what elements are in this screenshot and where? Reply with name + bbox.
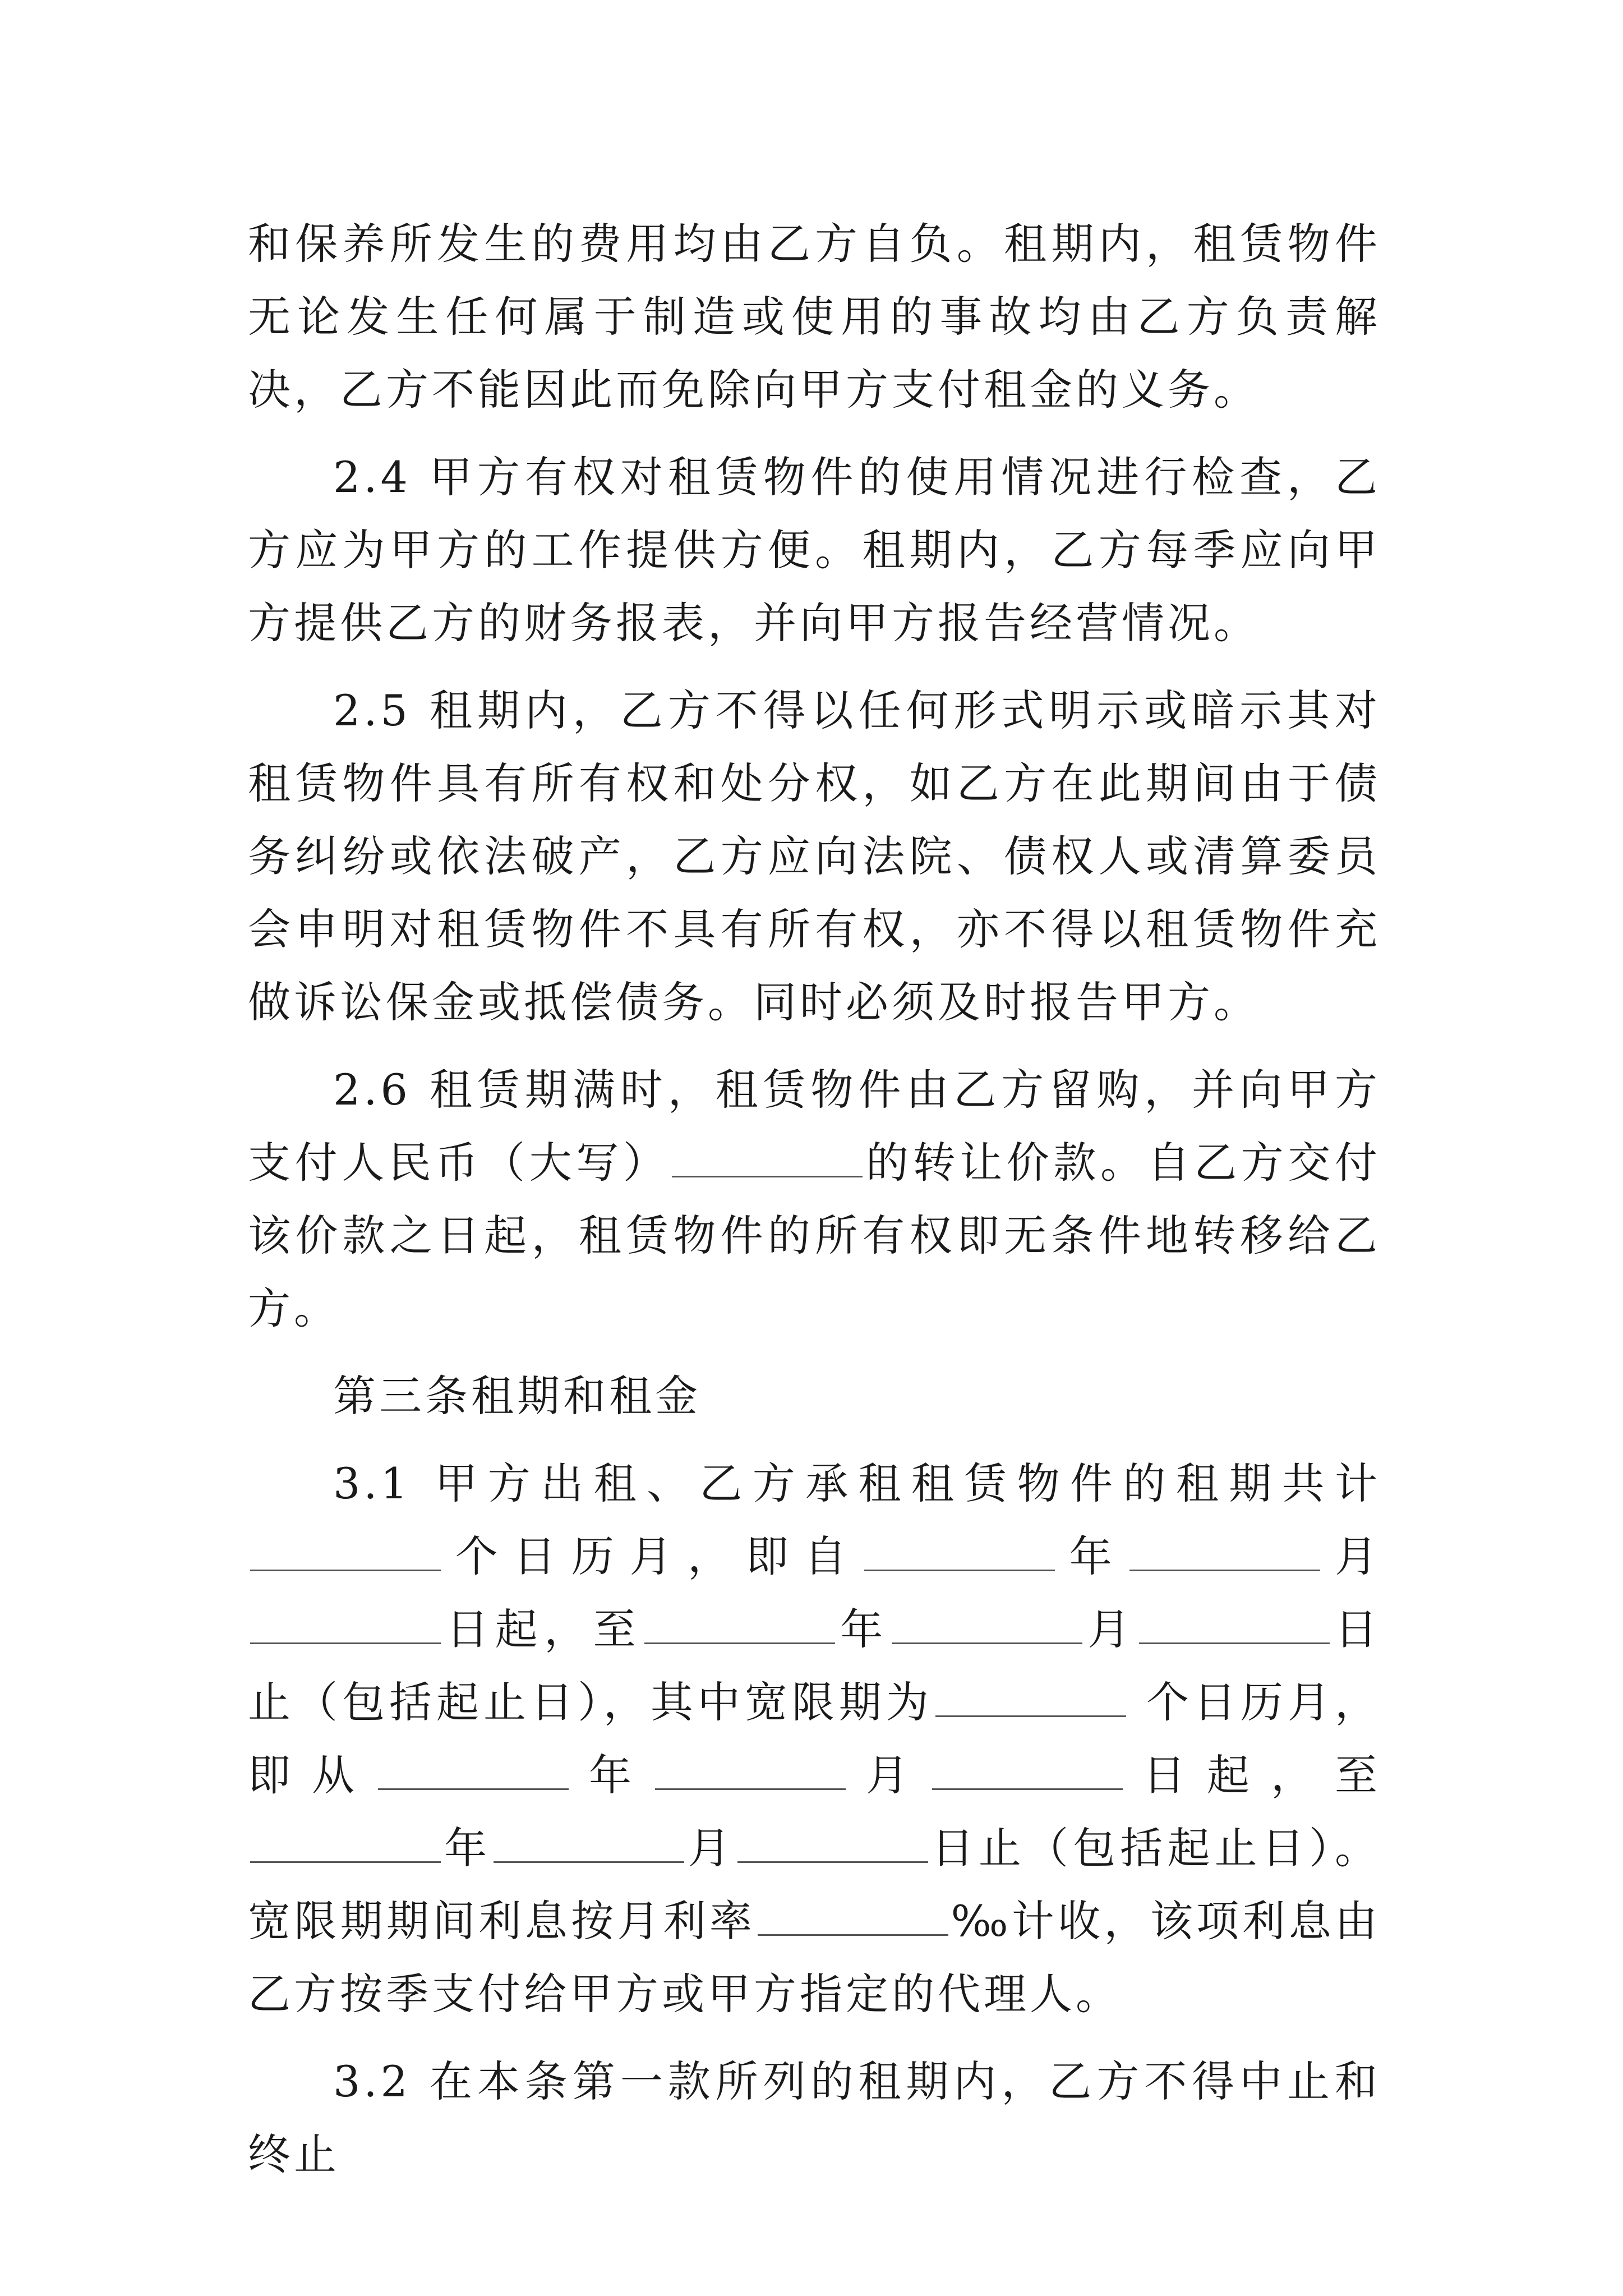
- fill-in-blank[interactable]: [250, 1530, 441, 1571]
- paragraph-text: 年: [443, 1823, 492, 1873]
- fill-in-blank[interactable]: [494, 1822, 684, 1863]
- fill-in-blank[interactable]: [378, 1749, 569, 1790]
- paragraph-text: 2.6 租赁期满时，租赁物件由乙方留购，并向甲方支付人民币（大写）: [248, 1065, 1381, 1188]
- fill-in-blank[interactable]: [250, 1822, 441, 1863]
- article-3-heading: 第三条租期和租金: [333, 1371, 701, 1421]
- paragraph-text: 的转让价款。自乙方交付该价款之日起，租赁物件的所有权即无条件地转移给乙方。: [248, 1138, 1381, 1333]
- fill-in-blank[interactable]: [737, 1822, 928, 1863]
- paragraph: [248, 1447, 1381, 2031]
- paragraph-text: 日止（包括起止日）。宽限期期间利息按月利率: [248, 1823, 1381, 1946]
- paragraph-text: 日止（包括起止日），其中宽限期为: [248, 1604, 1381, 1727]
- fill-in-blank[interactable]: [672, 1137, 863, 1177]
- paragraph-text: 个日历月，即自: [443, 1531, 863, 1581]
- fill-in-blank[interactable]: [250, 1603, 441, 1644]
- fill-in-blank[interactable]: [932, 1749, 1123, 1790]
- paragraph: [248, 1053, 1381, 1345]
- paragraph-text: 日起，至: [1125, 1750, 1381, 1800]
- fill-in-blank[interactable]: [892, 1603, 1082, 1644]
- paragraph-text: 个日历月，即从: [248, 1677, 1381, 1800]
- paragraph: [248, 2045, 1381, 2191]
- paragraph-text: 年: [1057, 1531, 1128, 1581]
- fill-in-blank[interactable]: [758, 1895, 948, 1936]
- paragraph-text: 日起，至: [443, 1604, 642, 1654]
- paragraph-text: 2.4 甲方有权对租赁物件的使用情况进行检查，乙方应为甲方的工作提供方便。租期内，乙方每季应向甲方提供乙方的财务报表，并向甲方报告经营情况。: [248, 452, 1381, 648]
- paragraph-text: 月: [1084, 1604, 1137, 1654]
- section-3-clauses: [248, 1447, 1381, 2191]
- paragraph: [248, 208, 1381, 426]
- paragraph-text: 2.5 租期内，乙方不得以任何形式明示或暗示其对租赁物件具有所有权和处分权，如乙方在此期间由于债务纠纷或依法破产，乙方应向法院、债权人或清算委员会申明对租赁物件不具有所有权，亦不得以租赁物件充做诉讼保金或抵偿债务。同时必须及时报告甲方。: [248, 685, 1381, 1027]
- paragraph-text: ‰计收，该项利息由乙方按季支付给甲方或甲方指定的代理人。: [248, 1896, 1381, 2019]
- fill-in-blank[interactable]: [935, 1676, 1126, 1717]
- section-2-clauses: [248, 208, 1381, 1345]
- paragraph-text: 月: [686, 1823, 735, 1873]
- document-body: [248, 208, 1381, 2206]
- fill-in-blank[interactable]: [1139, 1603, 1330, 1644]
- paragraph-text: 3.1 甲方出租、乙方承租租赁物件的租期共计: [333, 1458, 1381, 1508]
- paragraph-text: 3.2 在本条第一款所列的租期内，乙方不得中止和终止: [248, 2056, 1381, 2179]
- paragraph-text: 月: [848, 1750, 930, 1800]
- fill-in-blank[interactable]: [1129, 1530, 1320, 1571]
- paragraph-text: 和保养所发生的费用均由乙方自负。租期内，租赁物件无论发生任何属于制造或使用的事故均由乙方负责解决，乙方不能因此而免除向甲方支付租金的义务。: [248, 219, 1381, 415]
- fill-in-blank[interactable]: [644, 1603, 835, 1644]
- paragraph: [248, 441, 1381, 660]
- paragraph-text: 月: [1322, 1531, 1381, 1581]
- paragraph-text: 年: [837, 1604, 889, 1654]
- paragraph: [248, 674, 1381, 1039]
- fill-in-blank[interactable]: [655, 1749, 846, 1790]
- fill-in-blank[interactable]: [864, 1530, 1055, 1571]
- paragraph-text: 年: [571, 1750, 653, 1800]
